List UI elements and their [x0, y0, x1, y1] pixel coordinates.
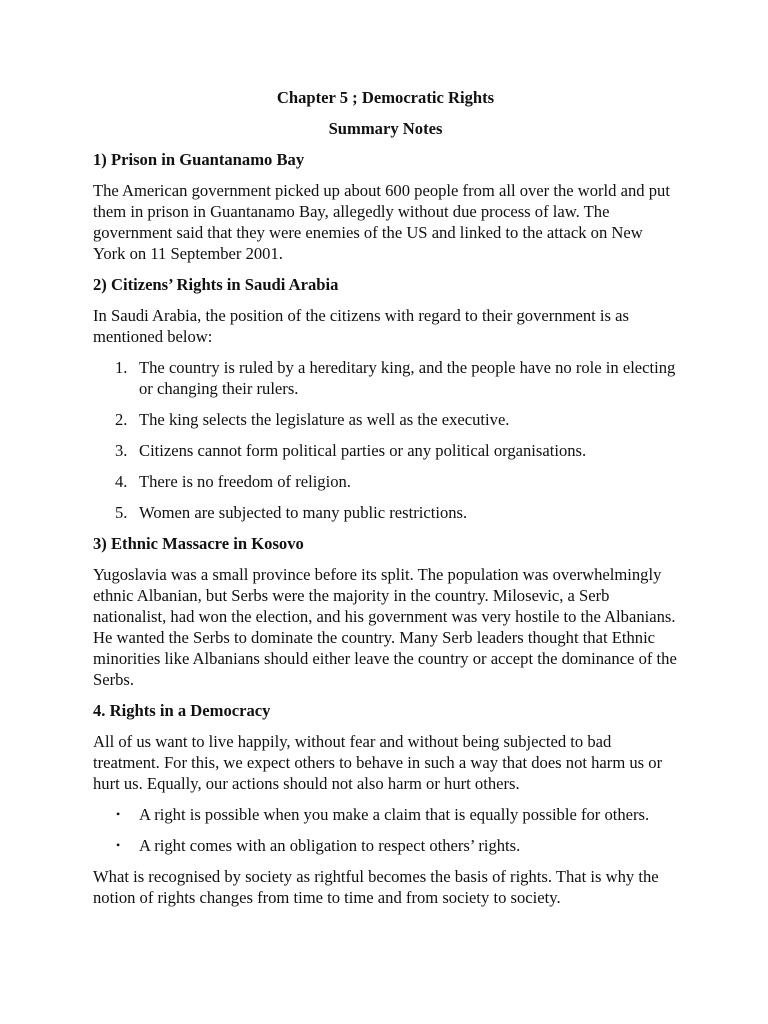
numbered-list	[93, 357, 678, 523]
section-paragraph: In Saudi Arabia, the position of the citizens with regard to their government is as mentioned below:	[93, 306, 629, 346]
bullet-icon: •	[116, 838, 121, 852]
bullet-text: A right comes with an obligation to respect others’ rights.	[139, 836, 521, 855]
section-kosovo	[93, 533, 678, 690]
list-item-number: 1.	[115, 358, 128, 377]
page-title: Chapter 5 ; Democratic Rights	[276, 88, 495, 107]
list-item-number: 2.	[115, 410, 128, 429]
list-item	[93, 357, 678, 399]
list-item-number: 5.	[115, 503, 128, 522]
document-page	[93, 87, 678, 918]
section-guantanamo	[93, 149, 678, 264]
section-heading: 2) Citizens’ Rights in Saudi Arabia	[93, 275, 339, 294]
closing-paragraph: What is recognised by society as rightful becomes the basis of rights. That is why the notion of rights changes from time to time and from society to society.	[93, 867, 659, 907]
list-item	[93, 471, 678, 492]
section-rights-in-democracy	[93, 700, 678, 908]
list-item-number: 4.	[115, 472, 128, 491]
list-item-text: Citizens cannot form political parties or any political organisations.	[139, 441, 587, 460]
section-paragraph: All of us want to live happily, without fear and without being subjected to bad treatment. For this, we expect others to behave in such a way that does not harm us or hurt us. Equally, our actions should not also harm or hurt others.	[93, 732, 663, 793]
list-item-text: The country is ruled by a hereditary king, and the people have no role in electing or changing their rulers.	[139, 358, 676, 398]
list-item	[93, 409, 678, 430]
section-paragraph: The American government picked up about 600 people from all over the world and put them in prison in Guantanamo Bay, allegedly without due process of law. The government said that they were enemies of the US and linked to the attack on New York on 11 September 2001.	[93, 181, 670, 263]
section-saudi-arabia	[93, 274, 678, 523]
bullet-text: A right is possible when you make a claim that is equally possible for others.	[139, 805, 650, 824]
bullet-item	[93, 804, 678, 825]
page-subtitle: Summary Notes	[328, 119, 443, 138]
list-item-number: 3.	[115, 441, 128, 460]
list-item-text: There is no freedom of religion.	[139, 472, 351, 491]
list-item	[93, 502, 678, 523]
section-heading: 3) Ethnic Massacre in Kosovo	[93, 534, 304, 553]
section-heading: 1) Prison in Guantanamo Bay	[93, 150, 305, 169]
bullet-icon: •	[116, 807, 121, 821]
bullet-list	[93, 804, 678, 856]
bullet-item	[93, 835, 678, 856]
list-item	[93, 440, 678, 461]
section-heading: 4. Rights in a Democracy	[93, 701, 271, 720]
section-paragraph: Yugoslavia was a small province before its split. The population was overwhelmingly ethnic Albanian, but Serbs were the majority in the country. Milosevic, a Serb nationalist, had won the election, and his government was very hostile to the Albanians. He wanted the Serbs to dominate the country. Many Serb leaders thought that Ethnic minorities like Albanians should either leave the country or accept the dominance of the Serbs.	[93, 565, 677, 689]
list-item-text: The king selects the legislature as well as the executive.	[139, 410, 510, 429]
list-item-text: Women are subjected to many public restrictions.	[139, 503, 468, 522]
